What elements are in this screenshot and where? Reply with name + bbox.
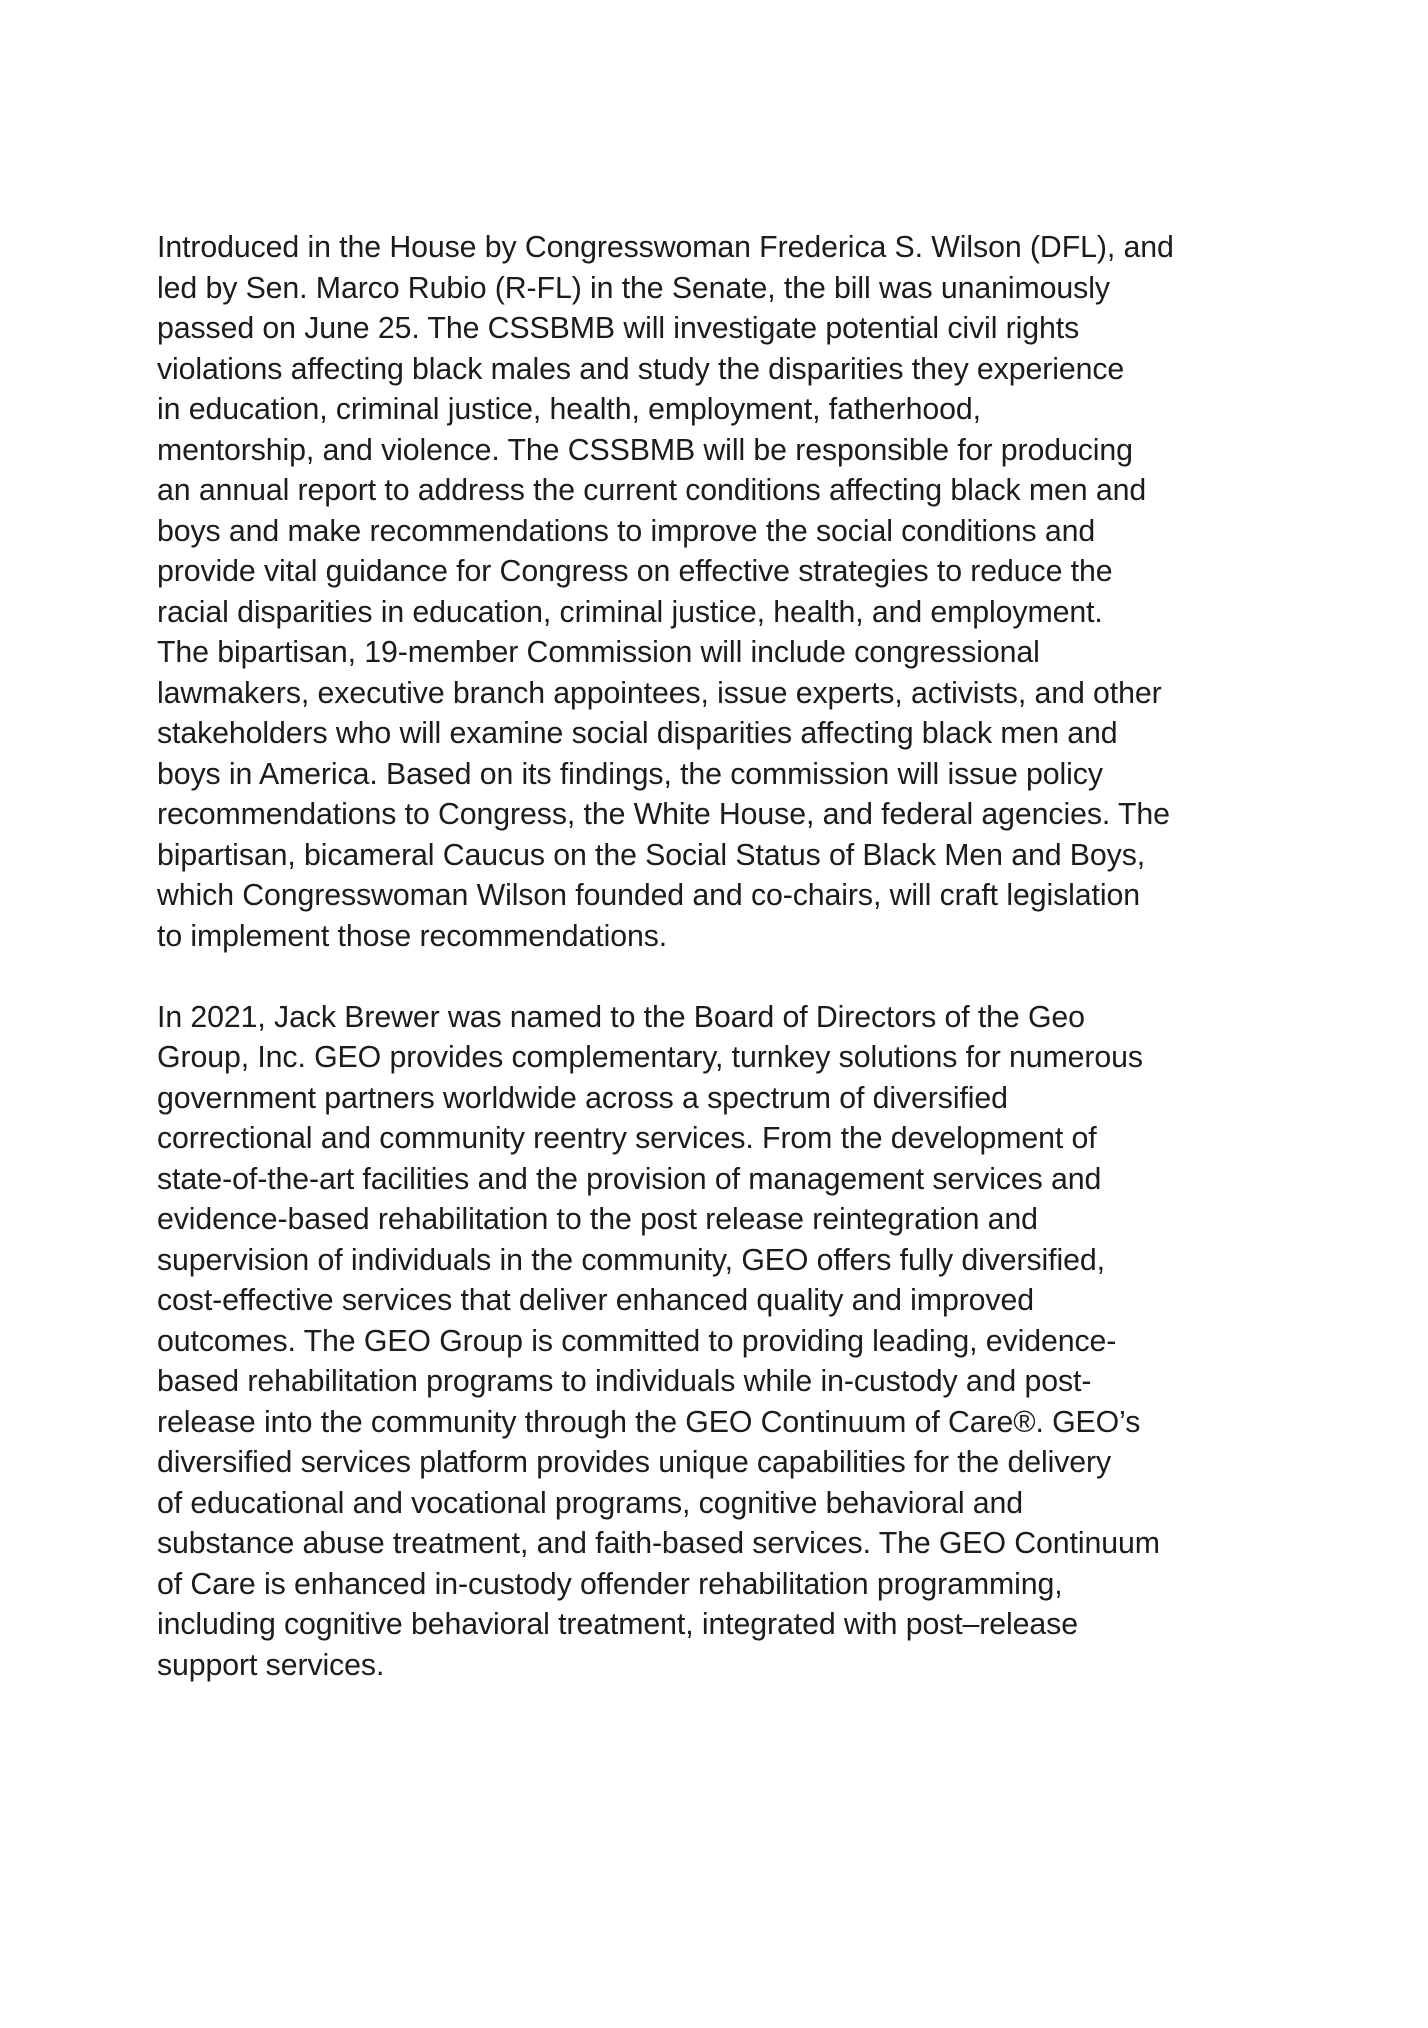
- text-line: Introduced in the House by Congresswoman Frederica S. Wilson (DFL), and: [157, 231, 1174, 264]
- text-line: bipartisan, bicameral Caucus on the Social Status of Black Men and Boys,: [157, 838, 1146, 872]
- text-line: based rehabilitation programs to individuals while in-custody and post-: [157, 1365, 1092, 1398]
- text-line: provide vital guidance for Congress on effective strategies to reduce the: [157, 555, 1113, 588]
- text-line: of Care is enhanced in-custody offender rehabilitation programming,: [157, 1567, 1063, 1601]
- text-line: to implement those recommendations.: [157, 919, 668, 953]
- text-line: The bipartisan, 19-member Commission will include congressional: [157, 636, 1040, 669]
- paragraph-geo-group: [157, 998, 1252, 1687]
- text-line: diversified services platform provides unique capabilities for the delivery: [157, 1446, 1112, 1479]
- text-line: led by Sen. Marco Rubio (R-FL) in the Senate, the bill was unanimously: [157, 271, 1110, 305]
- text-line: release into the community through the GEO Continuum of Care®. GEO’s: [157, 1405, 1141, 1439]
- document-body: [157, 228, 1252, 1686]
- text-line: passed on June 25. The CSSBMB will investigate potential civil rights: [157, 312, 1080, 345]
- text-line: state-of-the-art facilities and the provision of management services and: [157, 1162, 1102, 1196]
- text-line: an annual report to address the current conditions affecting black men and: [157, 474, 1147, 507]
- text-line: substance abuse treatment, and faith-based services. The GEO Continuum: [157, 1527, 1160, 1560]
- text-line: in education, criminal justice, health, employment, fatherhood,: [157, 393, 981, 426]
- text-line: including cognitive behavioral treatment, integrated with post–release: [157, 1608, 1078, 1641]
- text-line: which Congresswoman Wilson founded and co-chairs, will craft legislation: [157, 879, 1140, 912]
- text-line: violations affecting black males and study the disparities they experience: [157, 352, 1125, 386]
- text-line: lawmakers, executive branch appointees, issue experts, activists, and other: [157, 676, 1162, 710]
- text-line: boys in America. Based on its findings, the commission will issue policy: [157, 757, 1103, 791]
- text-line: government partners worldwide across a spectrum of diversified: [157, 1081, 1008, 1115]
- text-line: mentorship, and violence. The CSSBMB will be responsible for producing: [157, 433, 1133, 467]
- text-line: correctional and community reentry services. From the development of: [157, 1122, 1097, 1155]
- text-line: of educational and vocational programs, cognitive behavioral and: [157, 1486, 1024, 1520]
- text-line: evidence-based rehabilitation to the post release reintegration and: [157, 1203, 1038, 1236]
- text-line: outcomes. The GEO Group is committed to providing leading, evidence-: [157, 1324, 1117, 1358]
- text-line: stakeholders who will examine social disparities affecting black men and: [157, 717, 1118, 750]
- text-line: Group, Inc. GEO provides complementary, turnkey solutions for numerous: [157, 1041, 1143, 1074]
- text-line: cost-effective services that deliver enhanced quality and improved: [157, 1284, 1034, 1317]
- text-line: racial disparities in education, criminal justice, health, and employment.: [157, 595, 1103, 629]
- text-line: support services.: [157, 1648, 385, 1682]
- text-line: boys and make recommendations to improve the social conditions and: [157, 514, 1096, 548]
- paragraph-cssbmb: [157, 228, 1252, 957]
- text-line: In 2021, Jack Brewer was named to the Board of Directors of the Geo: [157, 1000, 1085, 1034]
- text-line: supervision of individuals in the community, GEO offers fully diversified,: [157, 1243, 1105, 1277]
- text-line: recommendations to Congress, the White House, and federal agencies. The: [157, 798, 1170, 831]
